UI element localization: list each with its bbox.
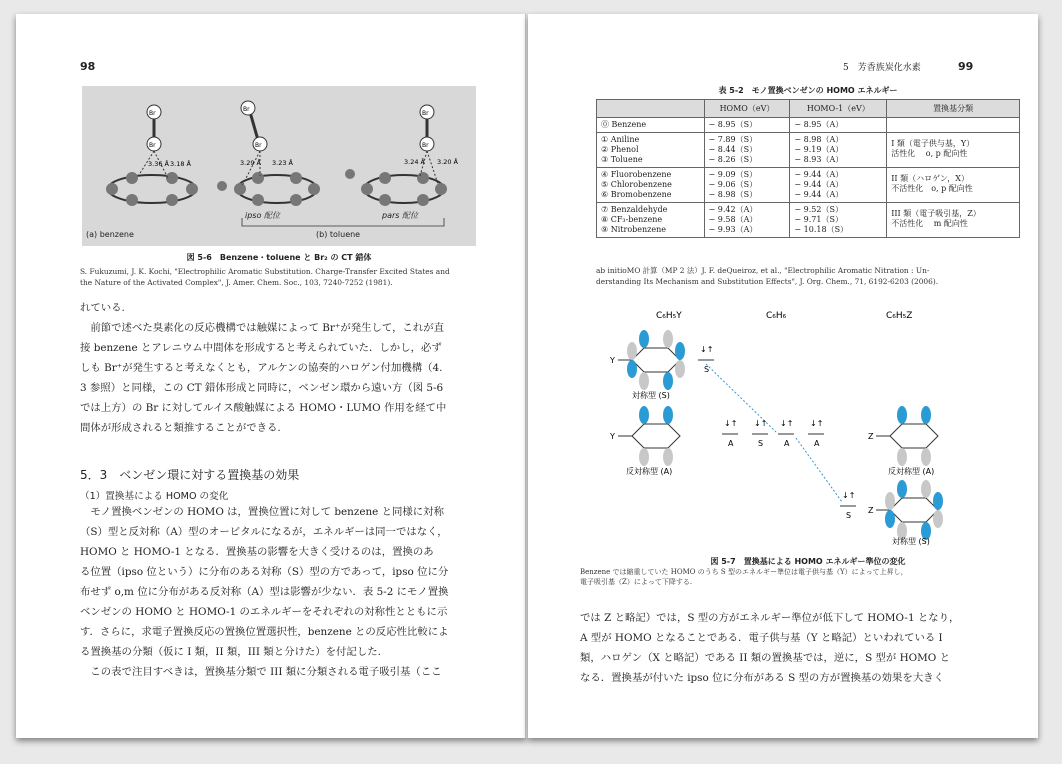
paragraph-1: れている. 前節で述べた臭素化の反応機構では触媒によって Br⁺が発生して，これが直 接 benzene とアレニウム中間体を形成すると考えられていた．しかし，必ず しも Br⁺が発生すると考えなくとも，アルケンの協奏的ハロゲン付加機構（4. 3 参照）と同様，この CT 錯体形成と同時に，ベンゼン環から遠い方（図 5-6 では上方）の Br に対してルイス酸触媒による HOMO・LUMO 作用を経て中 間体が形成されると類推することができる. — [80, 302, 447, 434]
subsection-heading: （1）置換基による HOMO の変化 — [80, 491, 229, 502]
svg-text:Br: Br — [255, 142, 262, 149]
page-number-left: 98 — [80, 60, 96, 73]
figure-5-6-caption: 図 5-6 Benzene・toluene と Br₂ の CT 錯体 — [186, 253, 372, 262]
symmetric-orbital-y — [618, 330, 685, 390]
page-number-right: 99 — [958, 60, 974, 73]
benzene-molecule — [106, 105, 198, 206]
svg-text:Br: Br — [149, 110, 156, 117]
table-title: 表 5-2 モノ置換ベンゼンの HOMO エネルギー — [718, 86, 898, 95]
antisym-label-left: 反対称型 (A) — [626, 467, 673, 476]
table-header: HOMO-1（eV） — [790, 100, 887, 118]
svg-text:↓↑: ↓↑ — [810, 419, 824, 428]
symmetric-orbital-z — [876, 480, 943, 540]
right-page — [528, 14, 1038, 738]
level-S: S — [846, 511, 852, 520]
table-header — [597, 100, 705, 118]
sym-label-left: 対称型 (S) — [632, 391, 670, 400]
svg-text:↓↑: ↓↑ — [780, 419, 794, 428]
figure-5-7-note: Benzene では縮重していた HOMO のうち S 型のエネルギー準位は電子供与基（Y）によって上昇し， 電子吸引基（Z）によって下降する. — [580, 568, 908, 586]
bond-label: 3.24 Å — [404, 158, 425, 166]
toluene-ipso-molecule — [217, 101, 320, 206]
bond-label: 3.20 Å — [437, 158, 458, 166]
table-reference: ab initioMO 計算（MP 2 法）J. F. deQueiroz, et al., "Electrophilic Aromatic Nitration : Un- derstanding Its Mechanism and Substitution Effects", J. Org. Chem., 71, 6192-6203 (2006). — [596, 266, 939, 286]
antisymmetric-orbital-y — [618, 406, 680, 466]
figure-sub-a: (a) benzene — [86, 230, 134, 239]
table-header: 置換基分類 — [887, 100, 1020, 118]
bond-label: 3.18 Å — [170, 160, 191, 168]
ct-complex-illustration — [82, 86, 476, 246]
running-head: 5 芳香族炭化水素 — [843, 63, 921, 73]
toluene-pars-molecule — [345, 105, 447, 206]
svg-text:↓↑: ↓↑ — [842, 491, 856, 500]
svg-text:Br: Br — [422, 142, 429, 149]
diagram-col-mid: C₆H₆ — [766, 311, 787, 321]
table-row: ⓪ Benzene − 8.95（S） − 8.95（A） — [597, 118, 1020, 133]
svg-text:Br: Br — [149, 142, 156, 149]
figure-sub-b: (b) toluene — [316, 230, 361, 239]
right-paragraph: では Z と略記）では，S 型の方がエネルギー準位が低下して HOMO-1 となり， A 型が HOMO となることである．電子供与基（Y と略記）といわれている I 類，ハロゲン（X と略記）である II 類の置換基では，逆に，S 型が HOMO と なる．置換基が付いた ipso 位に分布がある S 型の方が置換基の効果を大きく — [580, 612, 960, 684]
figure-ipso: ipso 配位 — [245, 211, 280, 220]
figure-5-6 — [82, 86, 476, 246]
level-S: S — [758, 439, 764, 448]
table-header: HOMO（eV） — [704, 100, 790, 118]
antisym-label-right: 反対称型 (A) — [888, 467, 935, 476]
table-row: ④ Fluorobenzene ⑤ Chlorobenzene ⑥ Bromobenzene − 9.09（S） − 9.06（S） − 8.98（S） − 9.44（A） − 9.44（A） − 9.44（A） II 類（ハロゲン，X） 不活性化 o, p 配向性 — [597, 168, 1020, 203]
level-A: A — [814, 439, 820, 448]
svg-text:Br: Br — [243, 106, 250, 113]
level-S: S — [704, 365, 710, 374]
section-heading: 5．3 ベンゼン環に対する置換基の効果 — [80, 468, 300, 482]
homo-energy-table — [596, 99, 1020, 238]
diagram-col-right: C₆H₅Z — [886, 311, 913, 321]
diagram-col-left: C₆H₅Y — [656, 311, 682, 321]
svg-text:↓↑: ↓↑ — [754, 419, 768, 428]
figure-pars: pars 配位 — [382, 211, 418, 220]
y-label: Y — [610, 356, 615, 365]
svg-text:↓↑: ↓↑ — [700, 345, 714, 354]
figure-5-6-reference: S. Fukuzumi, J. K. Kochi, "Electrophilic Aromatic Substitution. Charge-Transfer Excited States and the Nature of the Activated Complex", J. Amer. Chem. Soc., 103, 7240-7252 (1981). — [80, 267, 450, 287]
y-label: Y — [610, 432, 615, 441]
bond-label: 3.29 Å — [240, 159, 261, 167]
level-A: A — [784, 439, 790, 448]
svg-text:Br: Br — [422, 110, 429, 117]
svg-text:↓↑: ↓↑ — [724, 419, 738, 428]
level-A: A — [728, 439, 734, 448]
table-row: ① Aniline ② Phenol ③ Toluene − 7.89（S） − 8.44（S） − 8.26（S） − 8.98（A） − 9.19（A） − 8.93（A） I 類（電子供与基，Y） 活性化 o, p 配向性 — [597, 133, 1020, 168]
figure-5-7-caption: 図 5-7 置換基による HOMO エネルギー準位の変化 — [710, 557, 906, 566]
bond-label: 3.36 Å — [148, 160, 169, 168]
homo-energy-diagram — [596, 304, 1016, 552]
left-page — [16, 14, 526, 738]
bond-label: 3.23 Å — [272, 159, 293, 167]
table-row: ⑦ Benzaldehyde ⑧ CF₃-benzene ⑨ Nitrobenzene − 9.42（A） − 9.58（A） − 9.93（A） − 9.52（S） − 9.71（S） − 10.18（S） III 類（電子吸引基，Z） 不活性化 m 配向性 — [597, 203, 1020, 238]
antisymmetric-orbital-z — [876, 406, 938, 466]
sym-label-right: 対称型 (S) — [892, 537, 930, 546]
z-label: Z — [868, 432, 874, 441]
paragraph-2: モノ置換ベンゼンの HOMO は，置換位置に対して benzene と同様に対称 （S）型と反対称（A）型のオービタルになるが，エネルギーは同一ではなく， HOMO と HOMO-1 となる．置換基の影響を大きく受けるのは，置換のあ る位置（ipso 位という）に分布のある対称（S）型の方であって，ipso 位に分 布せず o,m 位に分布がある反対称（A）型は影響が少ない．表 5-2 にモノ置換 ベンゼンの HOMO と HOMO-1 のエネルギーをそれぞれの対称性とともに示 す．さらに，求電子置換反応の置換位置選択性，benzene との反応性比較によ る置換基の分類（仮に I 類，II 類，III 類と分けた）を付記した. この表で注目すべきは，置換基分類で III 類に分類される電子吸引基（ここ — [80, 506, 449, 678]
z-label: Z — [868, 506, 874, 515]
